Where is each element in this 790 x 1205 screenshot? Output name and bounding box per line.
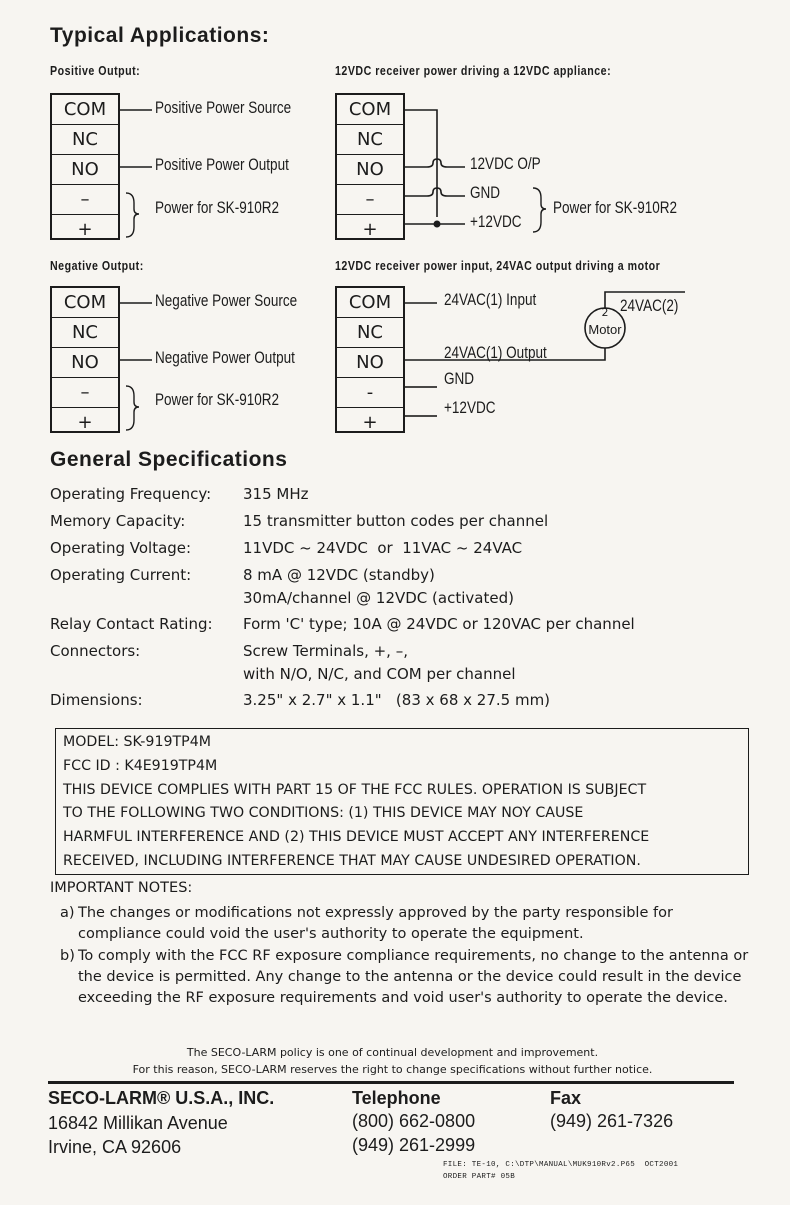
motor-ac2-label: 24VAC(2)	[620, 297, 679, 315]
policy-line-1: The SECO-LARM policy is one of continual development and improvement.	[186, 1046, 599, 1059]
appliance-power-for-label: Power for SK-910R2	[553, 199, 678, 217]
terminal-no: NO	[52, 155, 118, 185]
receiver-appliance-title: 12VDC receiver power driving a 12VDC appliance:	[335, 64, 612, 78]
negative-wiring-lines	[120, 286, 160, 436]
fcc-line-3: HARMFUL INTERFERENCE AND (2) THIS DEVICE MUST ACCEPT ANY INTERFERENCE	[63, 829, 650, 845]
terminal-no: NO	[337, 155, 403, 185]
motor-gnd-label: GND	[444, 370, 475, 388]
spec-value-frequency: 315 MHz	[243, 485, 309, 503]
appliance-gnd-label: GND	[470, 184, 501, 202]
terminal-minus: –	[337, 185, 403, 215]
fcc-model: MODEL: SK-919TP4M	[63, 734, 211, 750]
fcc-line-4: RECEIVED, INCLUDING INTERFERENCE THAT MAY CAUSE UNDESIRED OPERATION.	[63, 853, 641, 869]
appliance-out-label: 12VDC O/P	[470, 155, 541, 173]
typical-applications-heading: Typical Applications:	[50, 24, 270, 47]
note-a-text: The changes or modifications not expressly approved by the party responsible for compliance could void the user's authority to operate the equipment.	[78, 905, 673, 942]
company-address-2: Irvine, CA 92606	[48, 1137, 182, 1157]
spec-value-connectors: Screw Terminals, +, –,	[243, 642, 408, 660]
spec-label-connectors: Connectors:	[50, 642, 141, 660]
positive-power-source-label: Positive Power Source	[155, 99, 292, 117]
note-b-text: To comply with the FCC RF exposure compliance requirements, no change to the antenna or the device is permitted. Any change to the antenna or the device could result in the device exceeding the RF exposure requirements and void user's authority to operate the device.	[78, 948, 749, 1006]
spec-value-dimensions: 3.25" x 2.7" x 1.1" (83 x 68 x 27.5 mm)	[243, 691, 551, 709]
motor-label: Motor	[588, 322, 622, 337]
terminal-nc: NC	[337, 318, 403, 348]
order-part-number: ORDER PART# 05B	[443, 1173, 516, 1181]
positive-power-output-label: Positive Power Output	[155, 156, 289, 174]
terminal-minus: –	[52, 378, 118, 408]
motor-number: 2	[601, 306, 609, 319]
terminal-nc: NC	[337, 125, 403, 155]
general-specifications-heading: General Specifications	[50, 448, 288, 471]
motor-terminal-block	[335, 286, 405, 433]
file-reference: FILE: TE-10, C:\DTP\MANUAL\MUK910Rv2.P65 OCT2001	[443, 1161, 679, 1169]
spec-label-frequency: Operating Frequency:	[50, 485, 212, 503]
fcc-line-2: TO THE FOLLOWING TWO CONDITIONS: (1) THIS DEVICE MAY NOY CAUSE	[63, 805, 584, 821]
company-address-1: 16842 Millikan Avenue	[48, 1113, 228, 1133]
terminal-plus: +	[77, 219, 93, 240]
fcc-id: FCC ID : K4E919TP4M	[63, 758, 218, 774]
terminal-nc: NC	[52, 318, 118, 348]
terminal-plus: +	[362, 219, 378, 240]
fax-number: (949) 261-7326	[550, 1111, 674, 1131]
telephone-label: Telephone	[352, 1088, 441, 1108]
terminal-no: NO	[52, 348, 118, 378]
terminal-com: COM	[52, 95, 118, 125]
negative-terminal-block	[50, 286, 120, 433]
terminal-nc: NC	[52, 125, 118, 155]
spec-label-current: Operating Current:	[50, 566, 192, 584]
spec-label-memory: Memory Capacity:	[50, 512, 186, 530]
fcc-line-1: THIS DEVICE COMPLIES WITH PART 15 OF THE FCC RULES. OPERATION IS SUBJECT	[63, 782, 647, 798]
terminal-minus: -	[337, 378, 403, 408]
negative-power-source-label: Negative Power Source	[155, 292, 298, 310]
motor-input-label: 24VAC(1) Input	[444, 291, 537, 309]
company-name: SECO-LARM® U.S.A., INC.	[48, 1088, 275, 1108]
spec-value-memory: 15 transmitter button codes per channel	[243, 512, 549, 530]
terminal-com: COM	[337, 288, 403, 318]
positive-terminal-block	[50, 93, 120, 240]
spec-value-voltage: 11VDC ~ 24VDC or 11VAC ~ 24VAC	[243, 539, 523, 557]
appliance-plus-label: +12VDC	[470, 213, 522, 231]
negative-power-output-label: Negative Power Output	[155, 349, 295, 367]
fax-label: Fax	[550, 1088, 582, 1108]
motor-plus-label: +12VDC	[444, 399, 496, 417]
important-notes-title: IMPORTANT NOTES:	[50, 880, 193, 896]
positive-output-title: Positive Output:	[50, 64, 141, 78]
policy-line-2: For this reason, SECO-LARM reserves the right to change specifications without further notice.	[132, 1063, 653, 1076]
terminal-com: COM	[337, 95, 403, 125]
spec-value-connectors-2: with N/O, N/C, and COM per channel	[243, 665, 516, 683]
negative-output-title: Negative Output:	[50, 259, 144, 273]
terminal-com: COM	[52, 288, 118, 318]
positive-wiring-lines	[120, 93, 160, 243]
spec-label-dimensions: Dimensions:	[50, 691, 143, 709]
terminal-minus: –	[52, 185, 118, 215]
terminal-plus: +	[362, 412, 378, 433]
note-b-label: b)	[60, 948, 75, 964]
terminal-plus: +	[77, 412, 93, 433]
motor-output-label: 24VAC(1) Output	[444, 344, 547, 362]
phone-1: (800) 662-0800	[352, 1111, 476, 1131]
terminal-no: NO	[337, 348, 403, 378]
footer-divider	[48, 1081, 734, 1084]
spec-value-current-2: 30mA/channel @ 12VDC (activated)	[243, 589, 514, 607]
appliance-terminal-block	[335, 93, 405, 240]
spec-label-relay: Relay Contact Rating:	[50, 615, 213, 633]
phone-2: (949) 261-2999	[352, 1135, 476, 1155]
note-a-label: a)	[60, 905, 75, 921]
spec-value-relay: Form 'C' type; 10A @ 24VDC or 120VAC per channel	[243, 615, 635, 633]
receiver-motor-title: 12VDC receiver power input, 24VAC output driving a motor	[335, 259, 661, 273]
negative-power-for-label: Power for SK-910R2	[155, 391, 280, 409]
spec-value-current: 8 mA @ 12VDC (standby)	[243, 566, 435, 584]
positive-power-for-label: Power for SK-910R2	[155, 199, 280, 217]
spec-label-voltage: Operating Voltage:	[50, 539, 192, 557]
